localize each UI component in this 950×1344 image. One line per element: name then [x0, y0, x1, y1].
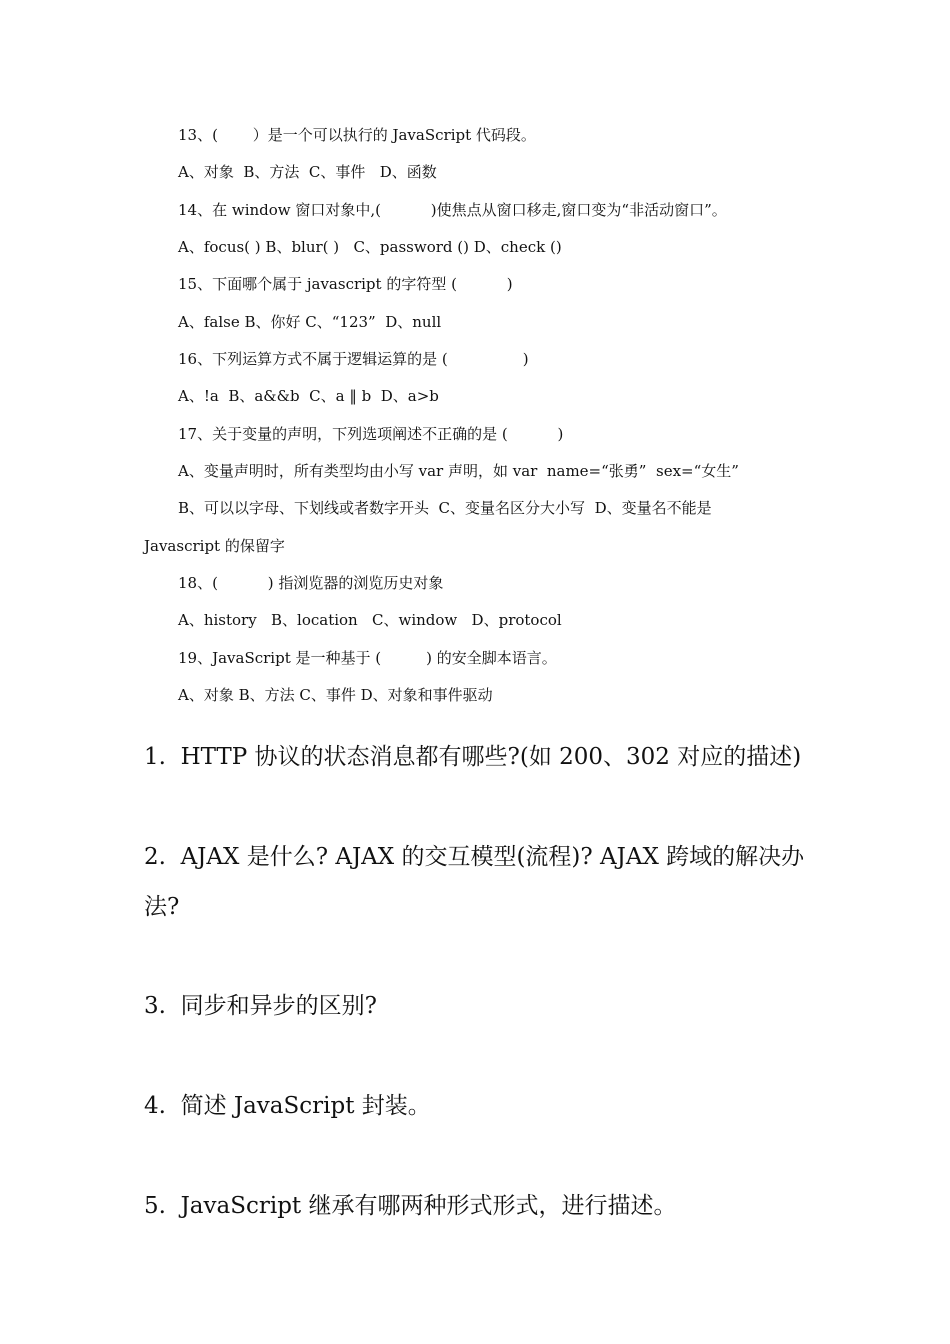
question-19-options: A、对象 B、方法 C、事件 D、对象和事件驱动	[178, 686, 493, 704]
question-16: 16、下列运算方式不属于逻辑运算的是 ( )	[178, 350, 529, 368]
question-17-options-bcd: B、可以以字母、下划线或者数字开头 C、变量名区分大小写 D、变量名不能是	[178, 499, 712, 517]
essay-question-2: 2. AJAX 是什么? AJAX 的交互模型(流程)? AJAX 跨域的解决办	[144, 844, 805, 870]
question-17-options-wrap: Javascript 的保留字	[144, 537, 285, 555]
question-18-options: A、history B、location C、window D、protocol	[178, 611, 562, 629]
essay-question-2-wrap: 法?	[144, 894, 180, 920]
essay-question-5: 5. JavaScript 继承有哪两种形式形式，进行描述。	[144, 1193, 677, 1219]
question-14: 14、在 window 窗口对象中,( )使焦点从窗口移走,窗口变为“非活动窗口”。	[178, 201, 727, 219]
question-15: 15、下面哪个属于 javascript 的字符型 ( )	[178, 275, 513, 293]
question-15-options: A、false B、你好 C、“123” D、null	[178, 313, 442, 331]
question-16-options: A、!a B、a&&b C、a ‖ b D、a>b	[178, 387, 439, 405]
question-19: 19、JavaScript 是一种基于 ( ) 的安全脚本语言。	[178, 649, 557, 667]
essay-question-4: 4. 简述 JavaScript 封装。	[144, 1093, 431, 1119]
question-13: 13、( ）是一个可以执行的 JavaScript 代码段。	[178, 126, 536, 144]
question-17: 17、关于变量的声明，下列选项阐述不正确的是 ( )	[178, 425, 564, 443]
essay-question-3: 3. 同步和异步的区别?	[144, 993, 377, 1019]
question-13-options: A、对象 B、方法 C、事件 D、函数	[178, 163, 437, 181]
question-18: 18、( ) 指浏览器的浏览历史对象	[178, 574, 444, 592]
question-14-options: A、focus( ) B、blur( ) C、password () D、check ()	[178, 238, 562, 256]
question-17-option-a: A、变量声明时，所有类型均由小写 var 声明，如 var name=“张勇” sex=“女生”	[178, 462, 739, 480]
essay-question-1: 1. HTTP 协议的状态消息都有哪些?(如 200、302 对应的描述)	[144, 744, 802, 770]
